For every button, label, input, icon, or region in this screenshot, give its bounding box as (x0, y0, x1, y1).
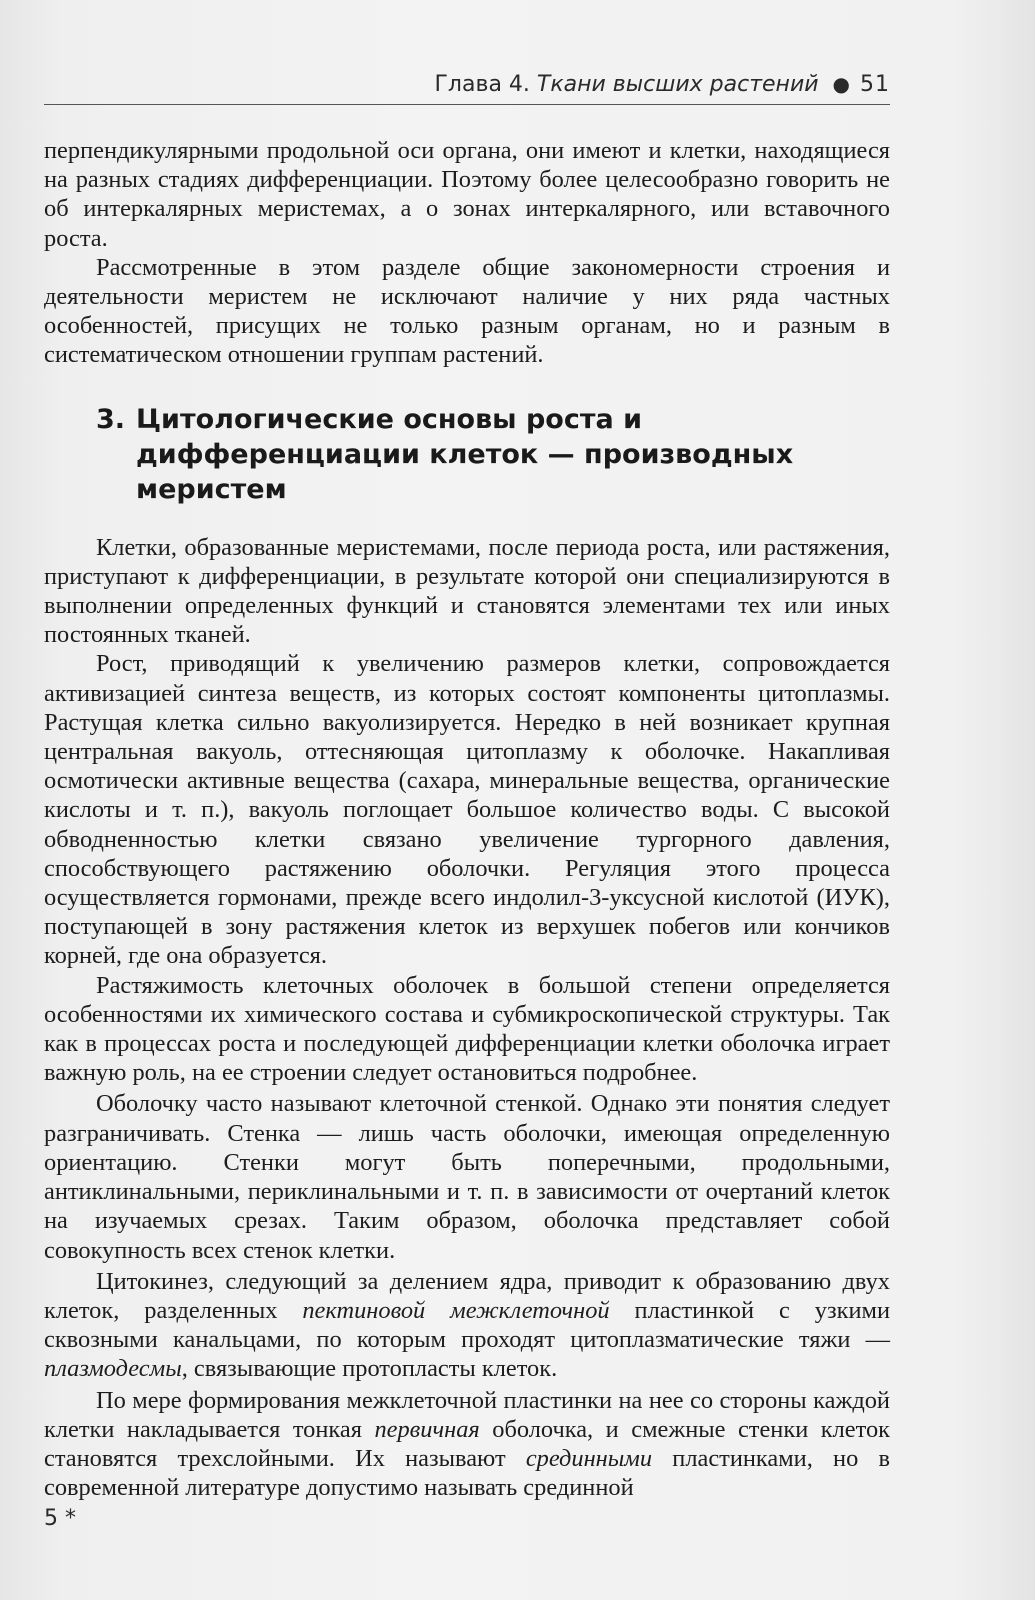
paragraph-8-text-2: оболочка, и смежные стенки клеток становятся трехслойными. Их называют (44, 1415, 890, 1472)
term-primary: первичная (374, 1415, 480, 1443)
chapter-title: Ткани высших растений (536, 72, 819, 97)
page-body (44, 136, 890, 1502)
printer-signature: 5 * (44, 1506, 76, 1531)
paragraph-8 (44, 1386, 890, 1503)
paragraph-6: Оболочку часто называют клеточной стенкой. Однако эти понятия следует разграничивать. Стенка — лишь часть оболочки, имеющая определенную ориентацию. Стенки могут быть поперечными, продольными, антиклинальными, периклинальными и т. п. в зависимости от очертаний клеток на изучаемых срезах. Таким образом, оболочка представляет собой совокупность всех стенок клетки. (44, 1090, 890, 1264)
term-plasmodesmata: плазмодесмы (44, 1355, 182, 1383)
paragraph-7 (44, 1267, 890, 1384)
page-number: 51 (860, 72, 890, 97)
paragraph-7-text-3: , связывающие протопласты клеток. (181, 1355, 558, 1383)
paragraph-5: Растяжимость клеточных оболочек в большой степени определяется особенностями их химического состава и субмикроскопической структуры. Так как в процессах роста и последующей дифференциации клетки оболочка играет важную роль, на ее строении следует остановиться подробнее. (44, 971, 890, 1087)
running-header (44, 64, 890, 105)
paragraph-3: Клетки, образованные меристемами, после периода роста, или растяжения, приступают к дифференциации, в результате которой они специализируются в выполнении определенных функций и становятся элементами тех или иных постоянных тканей. (44, 533, 890, 649)
term-pectin-lamella: пектиновой межклеточной (302, 1296, 610, 1324)
bullet-icon: ● (832, 72, 850, 96)
paragraph-1: перпендикулярными продольной оси органа, они имеют и клетки, находящиеся на разных стадиях дифференциации. Поэтому более целесообразно говорить не об интеркалярных меристемах, а о зонах интеркалярного, или вставочного роста. (44, 137, 890, 252)
section-number: 3. (96, 403, 126, 435)
paragraph-8-text-1: По мере формирования межклеточной пластинки на нее со стороны каждой клетки накладывается тонкая (44, 1386, 890, 1443)
paragraph-7-text-1: Цитокинез, следующий за делением ядра, приводит к образованию двух клеток, разделенных (44, 1267, 890, 1324)
section-title: Цитологические основы роста и дифференциации клеток — производных меристем (136, 403, 794, 505)
chapter-label: Глава 4. (434, 72, 530, 97)
paragraph-7-text-2: пластинкой с узкими сквозными канальцами, по которым проходят цитоплазматические тяжи — (44, 1296, 890, 1354)
section-heading (44, 402, 890, 507)
paragraph-2: Рассмотренные в этом разделе общие закономерности строения и деятельности меристем не исключают наличие у них ряда частных особенностей, присущих не только разным органам, но и разным в систематическом отношении группам растений. (44, 253, 890, 369)
paragraph-4: Рост, приводящий к увеличению размеров клетки, сопровождается активизацией синтеза веществ, из которых состоят компоненты цитоплазмы. Растущая клетка сильно вакуолизируется. Нередко в ней возникает крупная центральная вакуоль, оттесняющая цитоплазму к оболочке. Накапливая осмотически активные вещества (сахара, минеральные вещества, органические кислоты и т. п.), вакуоль поглощает большое количество воды. С высокой обводненностью клетки связано увеличение тургорного давления, способствующего растяжению оболочки. Регуляция этого процесса осуществляется гормонами, прежде всего индолил-3-уксусной кислотой (ИУК), поступающей в зону растяжения клеток из верхушек побегов или кончиков корней, где она образуется. (44, 650, 890, 970)
term-median: срединными (525, 1444, 653, 1472)
paragraph-8-text-3: пластинками, но в современной литературе допустимо называть срединной (44, 1444, 890, 1502)
